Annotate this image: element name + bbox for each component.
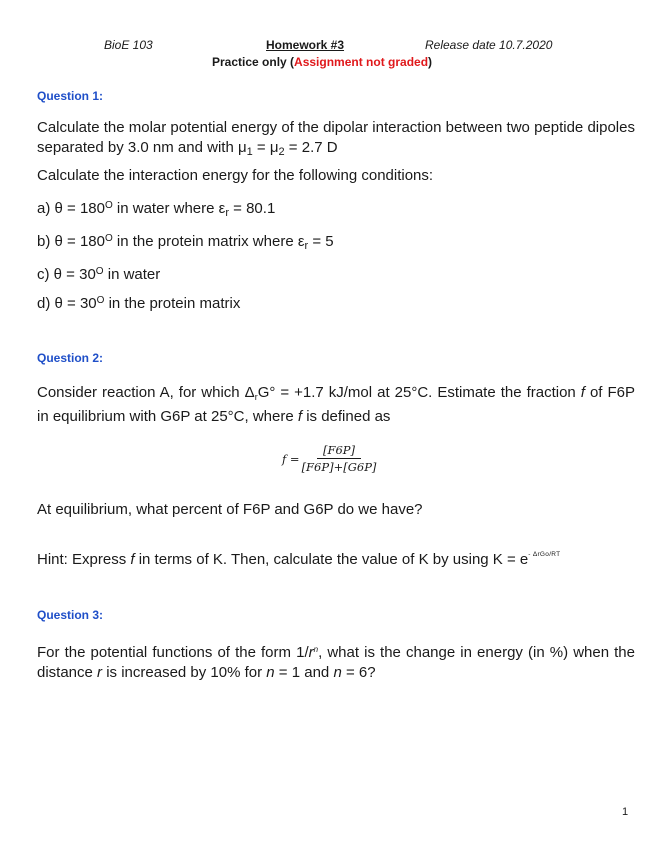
formula-lhs: f = [282,451,300,466]
question-1-task: Calculate the interaction energy for the following conditions: [37,167,434,184]
question-1-intro: Calculate the molar potential energy of the dipolar interaction between two peptide dipoles separated by 3.0 nm and with $\mu_1 = \mu_2 = 2.7$ D [37,119,635,158]
not-graded-warning: Assignment not graded [294,55,429,69]
question-2-intro: Consider reaction A, for which $\Delta_rG^\circ = +1.7$ kJ/mol at 25°C. Estimate the fraction f of F6P in equilibrium with G6P at 25°C, where f is defined as [37,384,636,425]
question-1-heading: Question 1: [37,89,104,103]
formula-fraction [302,443,377,474]
fraction-formula [282,443,376,474]
question-1-part-b: b) $\theta = 180^O$ in the protein matrix where $\varepsilon_r = 5$ [37,233,334,252]
homework-title: Homework #3 [266,38,345,52]
course-code: BioE 103 [104,38,153,52]
release-date: Release date 10.7.2020 [425,38,553,52]
question-2-heading: Question 2: [37,351,104,365]
practice-note: Practice only (Assignment not graded) [212,55,433,69]
page-number: 1 [622,806,629,818]
formula-numerator: [F6P] [317,443,361,459]
question-1-part-d: d) $\theta = 30^O$ in the protein matrix [37,295,241,312]
question-1-part-c: c) $\theta = 30^O$ in water [37,266,161,283]
question-3-text: For the potential functions of the form $1/r^n$, what is the change in energy (in %) when the distance r is increased by 10% for n = 1 and n = 6? [37,644,635,681]
question-2-hint: Hint: Express f in terms of K. Then, calculate the value of K by using $K = e^{- \Delta rGo/RT}$ [37,551,561,568]
formula-denominator: [F6P]+[G6P] [301,460,377,474]
question-3-heading: Question 3: [37,608,104,622]
question-2-question: At equilibrium, what percent of F6P and G6P do we have? [37,501,423,518]
question-1-part-a: a) $\theta = 180^O$ in water where $\varepsilon_r = 80.1$ [37,200,276,219]
